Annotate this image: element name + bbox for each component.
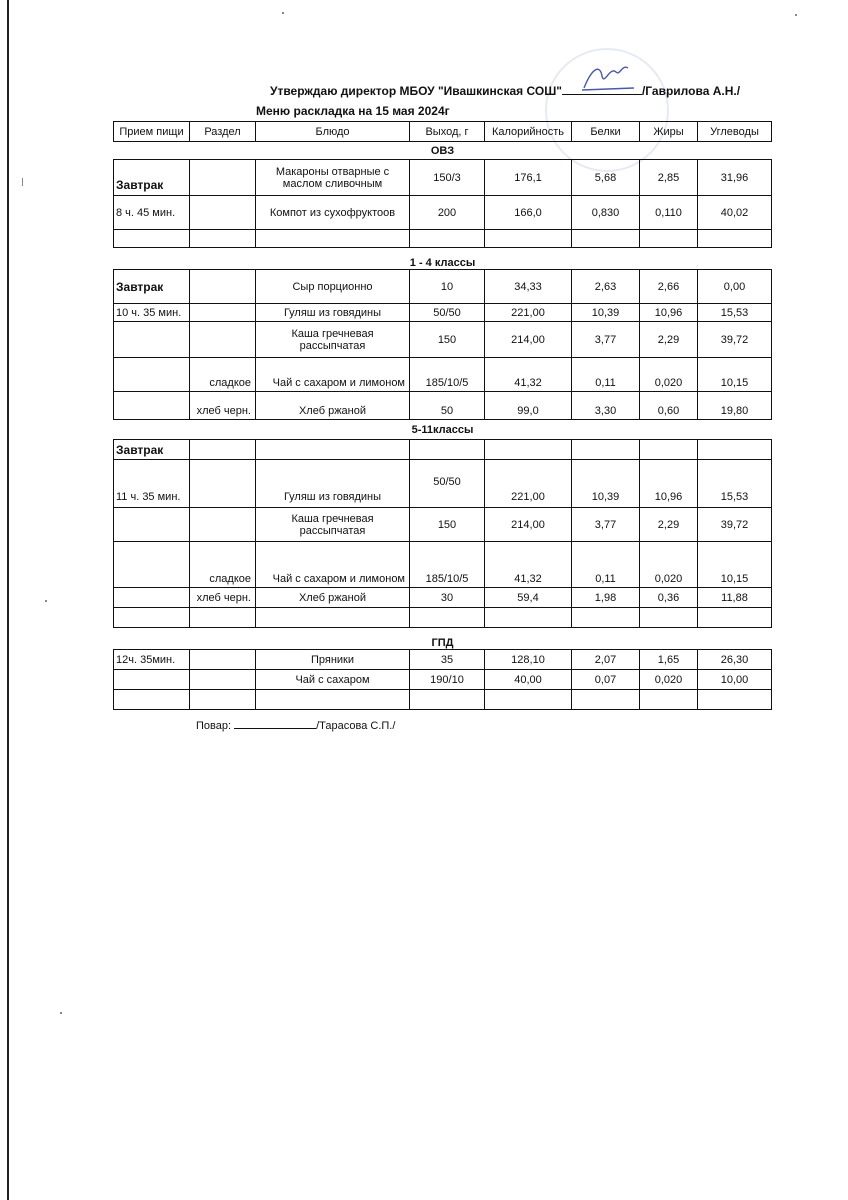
fat-cell: 2,29 xyxy=(640,508,698,542)
dish-cell: Чай с сахаром xyxy=(256,670,410,690)
scan-speck xyxy=(60,1012,62,1014)
yield-cell: 30 xyxy=(410,588,485,608)
fat-cell: 1,65 xyxy=(640,650,698,670)
dish-cell: Гуляш из говядины xyxy=(256,304,410,322)
yield-cell: 185/10/5 xyxy=(410,358,485,392)
section-cell xyxy=(190,508,256,542)
kcal-cell: 214,00 xyxy=(485,508,572,542)
table-row xyxy=(114,440,772,460)
meal-cell xyxy=(114,322,190,358)
meal-cell: Завтрак xyxy=(114,270,190,304)
kcal-cell: 99,0 xyxy=(485,392,572,420)
yield-cell: 50/50 xyxy=(410,460,485,508)
section-cell xyxy=(190,322,256,358)
fat-cell: 2,66 xyxy=(640,270,698,304)
kcal-cell: 41,32 xyxy=(485,358,572,392)
carbs-cell: 15,53 xyxy=(698,304,772,322)
yield-cell: 35 xyxy=(410,650,485,670)
kcal-cell: 176,1 xyxy=(485,160,572,196)
dish-cell: Каша гречневая рассыпчатая xyxy=(256,322,410,358)
carbs-cell: 11,88 xyxy=(698,588,772,608)
kcal-cell: 166,0 xyxy=(485,196,572,230)
kcal-cell: 34,33 xyxy=(485,270,572,304)
fat-cell: 0,36 xyxy=(640,588,698,608)
meal-cell: 11 ч. 35 мин. xyxy=(114,460,190,508)
table-row xyxy=(114,196,772,230)
section-cell: сладкое xyxy=(190,358,256,392)
section-cell: хлеб черн. xyxy=(190,392,256,420)
kcal-cell xyxy=(485,440,572,460)
dish-cell: Гуляш из говядины xyxy=(256,460,410,508)
protein-cell: 0,11 xyxy=(572,358,640,392)
meal-cell: Завтрак xyxy=(114,440,190,460)
section-row-1-4 xyxy=(114,248,772,270)
kcal-cell: 221,00 xyxy=(485,460,572,508)
table-row xyxy=(114,358,772,392)
empty-row xyxy=(114,608,772,628)
section-cell xyxy=(190,670,256,690)
dish-cell xyxy=(256,440,410,460)
yield-cell: 200 xyxy=(410,196,485,230)
carbs-cell xyxy=(698,440,772,460)
carbs-cell: 31,96 xyxy=(698,160,772,196)
section-title: ОВЗ xyxy=(430,144,455,157)
protein-cell: 0,07 xyxy=(572,670,640,690)
section-cell xyxy=(190,270,256,304)
header-cell: Углеводы xyxy=(698,122,772,142)
section-row-5-11 xyxy=(114,420,772,440)
protein-cell: 2,63 xyxy=(572,270,640,304)
dish-cell: Каша гречневая рассыпчатая xyxy=(256,508,410,542)
yield-cell: 150/3 xyxy=(410,160,485,196)
approval-text: Утверждаю директор МБОУ "Ивашкинская СОШ" xyxy=(270,84,562,98)
protein-cell xyxy=(572,440,640,460)
signature-line xyxy=(562,84,642,95)
header-cell: Калорийность xyxy=(485,122,572,142)
meal-cell: 12ч. 35мин. xyxy=(114,650,190,670)
meal-cell xyxy=(114,670,190,690)
section-cell xyxy=(190,304,256,322)
header-cell: Прием пищи xyxy=(114,122,190,142)
scan-speck xyxy=(45,600,47,602)
header-cell: Жиры xyxy=(640,122,698,142)
table-row xyxy=(114,508,772,542)
table-row xyxy=(114,304,772,322)
yield-cell: 150 xyxy=(410,322,485,358)
section-cell xyxy=(190,160,256,196)
yield-cell: 190/10 xyxy=(410,670,485,690)
yield-cell: 50/50 xyxy=(410,304,485,322)
table-row xyxy=(114,322,772,358)
cook-signature-line xyxy=(196,718,395,732)
meal-cell xyxy=(114,508,190,542)
page-edge xyxy=(7,0,9,1200)
fat-cell: 0,020 xyxy=(640,670,698,690)
table-row xyxy=(114,588,772,608)
fat-cell: 0,110 xyxy=(640,196,698,230)
yield-cell: 50 xyxy=(410,392,485,420)
header-row xyxy=(114,122,772,142)
dish-cell: Хлеб ржаной xyxy=(256,588,410,608)
meal-cell: 10 ч. 35 мин. xyxy=(114,304,190,322)
yield-cell xyxy=(410,440,485,460)
carbs-cell: 10,15 xyxy=(698,542,772,588)
section-cell xyxy=(190,460,256,508)
scan-speck xyxy=(282,12,284,14)
kcal-cell: 59,4 xyxy=(485,588,572,608)
empty-row xyxy=(114,690,772,710)
yield-cell: 150 xyxy=(410,508,485,542)
table-row xyxy=(114,160,772,196)
page-title: Меню раскладка на 15 мая 2024г xyxy=(256,104,450,118)
section-cell: сладкое xyxy=(190,542,256,588)
carbs-cell: 39,72 xyxy=(698,322,772,358)
dish-cell: Сыр порционно xyxy=(256,270,410,304)
dish-cell: Чай с сахаром и лимоном xyxy=(256,542,410,588)
cook-name: /Тарасова С.П./ xyxy=(316,720,396,732)
table-row xyxy=(114,460,772,508)
carbs-cell: 19,80 xyxy=(698,392,772,420)
fat-cell: 0,020 xyxy=(640,542,698,588)
protein-cell: 0,11 xyxy=(572,542,640,588)
fat-cell xyxy=(640,440,698,460)
meal-cell: Завтрак xyxy=(114,160,190,196)
section-title: 1 - 4 классы xyxy=(409,257,476,269)
fat-cell: 0,020 xyxy=(640,358,698,392)
carbs-cell: 26,30 xyxy=(698,650,772,670)
protein-cell: 1,98 xyxy=(572,588,640,608)
header-cell: Блюдо xyxy=(256,122,410,142)
menu-table xyxy=(113,121,772,710)
cook-label: Повар: xyxy=(196,720,232,732)
carbs-cell: 0,00 xyxy=(698,270,772,304)
scan-speck xyxy=(22,178,23,186)
kcal-cell: 221,00 xyxy=(485,304,572,322)
carbs-cell: 39,72 xyxy=(698,508,772,542)
yield-cell: 185/10/5 xyxy=(410,542,485,588)
protein-cell: 3,77 xyxy=(572,322,640,358)
protein-cell: 3,30 xyxy=(572,392,640,420)
protein-cell: 10,39 xyxy=(572,460,640,508)
approval-signer: /Гаврилова А.Н./ xyxy=(641,84,741,98)
protein-cell: 0,830 xyxy=(572,196,640,230)
protein-cell: 10,39 xyxy=(572,304,640,322)
table-row xyxy=(114,670,772,690)
protein-cell: 2,07 xyxy=(572,650,640,670)
meal-cell xyxy=(114,358,190,392)
kcal-cell: 214,00 xyxy=(485,322,572,358)
section-row-gpd xyxy=(114,628,772,650)
section-title: 5-11классы xyxy=(411,423,474,436)
empty-row xyxy=(114,230,772,248)
carbs-cell: 15,53 xyxy=(698,460,772,508)
carbs-cell: 10,00 xyxy=(698,670,772,690)
section-cell xyxy=(190,650,256,670)
section-row-ovz xyxy=(114,142,772,160)
dish-cell: Хлеб ржаной xyxy=(256,392,410,420)
header-cell: Выход, г xyxy=(410,122,485,142)
fat-cell: 10,96 xyxy=(640,460,698,508)
dish-cell: Чай с сахаром и лимоном xyxy=(256,358,410,392)
carbs-cell: 10,15 xyxy=(698,358,772,392)
kcal-cell: 40,00 xyxy=(485,670,572,690)
meal-cell xyxy=(114,588,190,608)
kcal-cell: 128,10 xyxy=(485,650,572,670)
fat-cell: 0,60 xyxy=(640,392,698,420)
fat-cell: 2,29 xyxy=(640,322,698,358)
fat-cell: 10,96 xyxy=(640,304,698,322)
carbs-cell: 40,02 xyxy=(698,196,772,230)
table-row xyxy=(114,392,772,420)
kcal-cell: 41,32 xyxy=(485,542,572,588)
header-cell: Раздел xyxy=(190,122,256,142)
signature-line xyxy=(234,718,316,729)
section-title: ГПД xyxy=(431,637,454,649)
meal-cell xyxy=(114,542,190,588)
table-row xyxy=(114,650,772,670)
scan-speck xyxy=(795,14,797,16)
protein-cell: 5,68 xyxy=(572,160,640,196)
section-cell: хлеб черн. xyxy=(190,588,256,608)
approval-line xyxy=(270,84,740,98)
meal-cell: 8 ч. 45 мин. xyxy=(114,196,190,230)
section-cell xyxy=(190,196,256,230)
yield-cell: 10 xyxy=(410,270,485,304)
dish-cell: Компот из сухофруктоов xyxy=(256,196,410,230)
table-row xyxy=(114,542,772,588)
meal-cell xyxy=(114,392,190,420)
fat-cell: 2,85 xyxy=(640,160,698,196)
section-cell xyxy=(190,440,256,460)
protein-cell: 3,77 xyxy=(572,508,640,542)
table-row xyxy=(114,270,772,304)
dish-cell: Пряники xyxy=(256,650,410,670)
dish-cell: Макароны отварные с маслом сливочным xyxy=(256,160,410,196)
header-cell: Белки xyxy=(572,122,640,142)
